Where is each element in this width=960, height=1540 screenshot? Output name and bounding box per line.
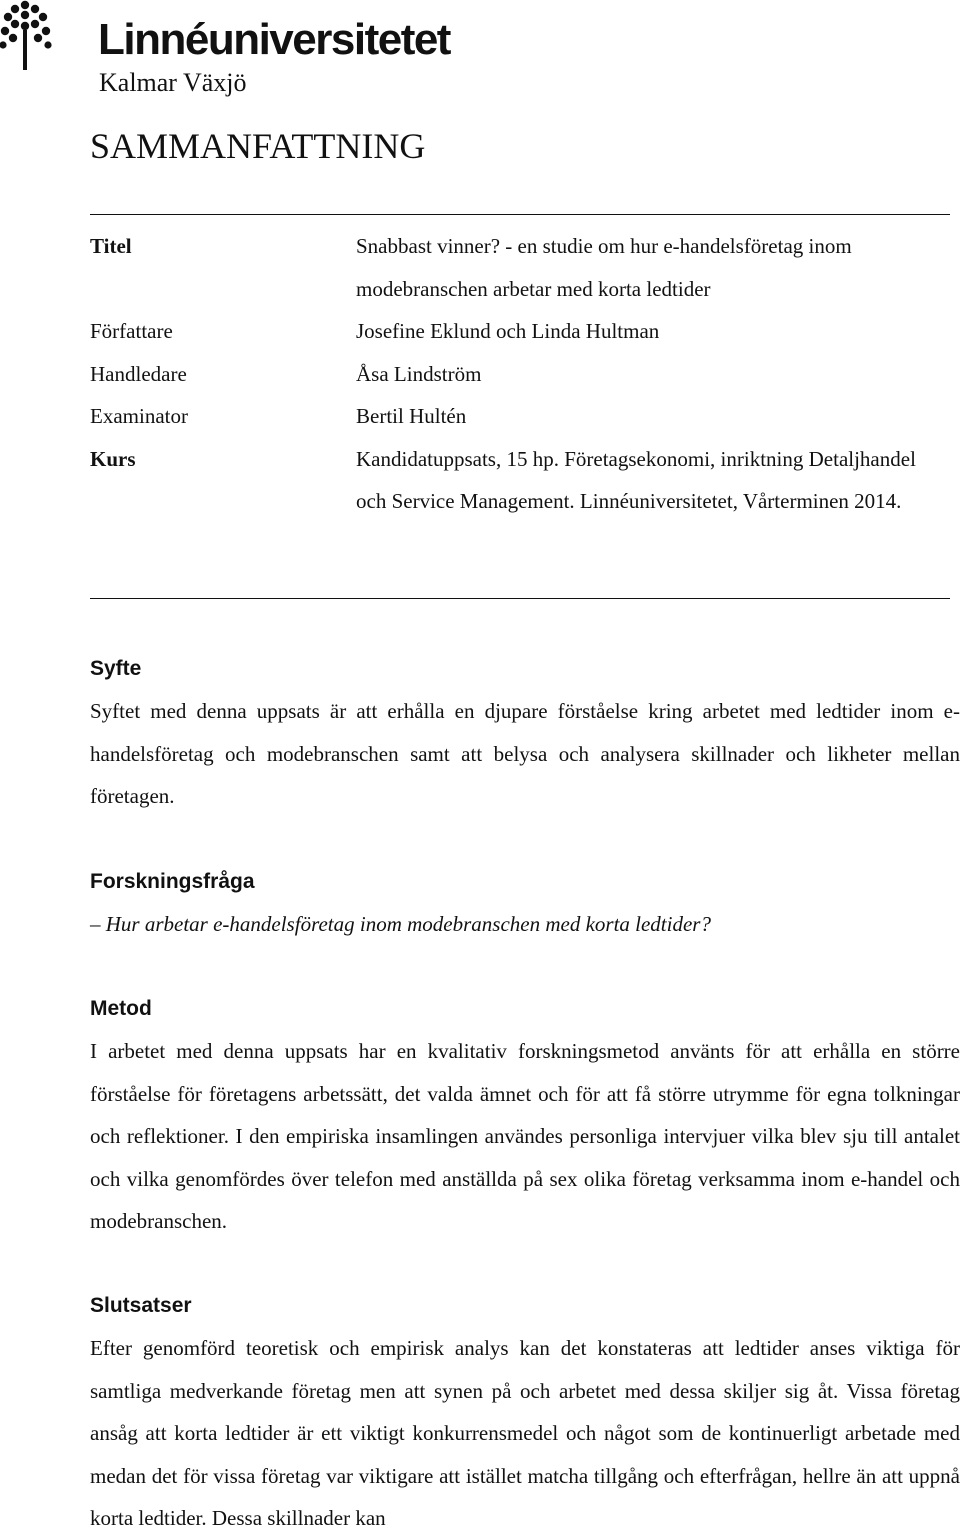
section-syfte (90, 648, 960, 818)
logo-wordmark: Linnéuniversitetet (98, 15, 450, 64)
meta-label: Titel (90, 234, 132, 258)
meta-label: Examinator (90, 404, 188, 428)
section-text: Efter genomförd teoretisk och empirisk analys kan det konstateras att ledtider anses viktiga för samtliga medverkande företag men att synen på och arbetet med dessa skiljer sig åt. Vissa företag ansåg att korta ledtider är ett viktigt konkurrensmedel och något som de kontinuerligt arbetade med medan det för vissa företag var viktigare att istället matcha tillgång och efterfrågan, hellre än att uppnå korta ledtider. Dessa skillnader kan (90, 1336, 960, 1530)
meta-label: Handledare (90, 361, 187, 386)
meta-value: Snabbast vinner? - en studie om hur e-handelsföretag inom modebranschen arbetar med korta ledtider (356, 234, 852, 301)
section-heading: Forskningsfråga (90, 870, 255, 893)
meta-value: Kandidatuppsats, 15 hp. Företagsekonomi, inriktning Detaljhandel och Service Management. Linnéuniversitetet, Vårterminen 2014. (356, 446, 916, 513)
meta-value: Josefine Eklund och Linda Hultman (356, 319, 660, 343)
bottom-divider (90, 598, 950, 599)
meta-value: Åsa Lindström (356, 361, 482, 386)
section-heading: Metod (90, 997, 152, 1020)
meta-row-kurs (90, 438, 950, 523)
section-slutsatser (90, 1285, 960, 1540)
meta-row-forfattare (90, 310, 950, 353)
section-metod (90, 988, 960, 1243)
metadata-table (90, 225, 950, 523)
meta-label: Kurs (90, 446, 136, 471)
meta-row-examinator (90, 395, 950, 438)
logo-subtitle: Kalmar Växjö (99, 68, 247, 97)
top-divider (90, 214, 950, 215)
section-heading: Slutsatser (90, 1294, 192, 1317)
section-text: Syftet med denna uppsats är att erhålla en djupare förståelse kring arbetet med ledtider inom e-handelsföretag och modebranschen samt att belysa och analysera skillnader och likheter mellan företagen. (90, 699, 960, 808)
meta-label: Författare (90, 319, 173, 343)
page-title: SAMMANFATTNING (90, 126, 426, 166)
section-heading: Syfte (90, 657, 142, 680)
section-text: I arbetet med denna uppsats har en kvalitativ forskningsmetod använts för att erhålla en större förståelse för företagens arbetssätt, det valda ämnet och för att få större utrymme för egna tolkningar och reflektioner. I den empiriska insamlingen användes personliga intervjuer vilka blev sju till antalet och vilka genomfördes över telefon med anställda på sex olika företag verksamma inom e-handel och modebranschen. (90, 1039, 960, 1233)
research-question: – Hur arbetar e-handelsföretag inom modebranschen med korta ledtider? (90, 912, 711, 936)
section-forskningsfraga (90, 861, 960, 946)
meta-row-titel (90, 225, 950, 310)
tree-logo-icon (0, 0, 56, 72)
meta-row-handledare (90, 353, 950, 396)
meta-value: Bertil Hultén (356, 404, 467, 428)
